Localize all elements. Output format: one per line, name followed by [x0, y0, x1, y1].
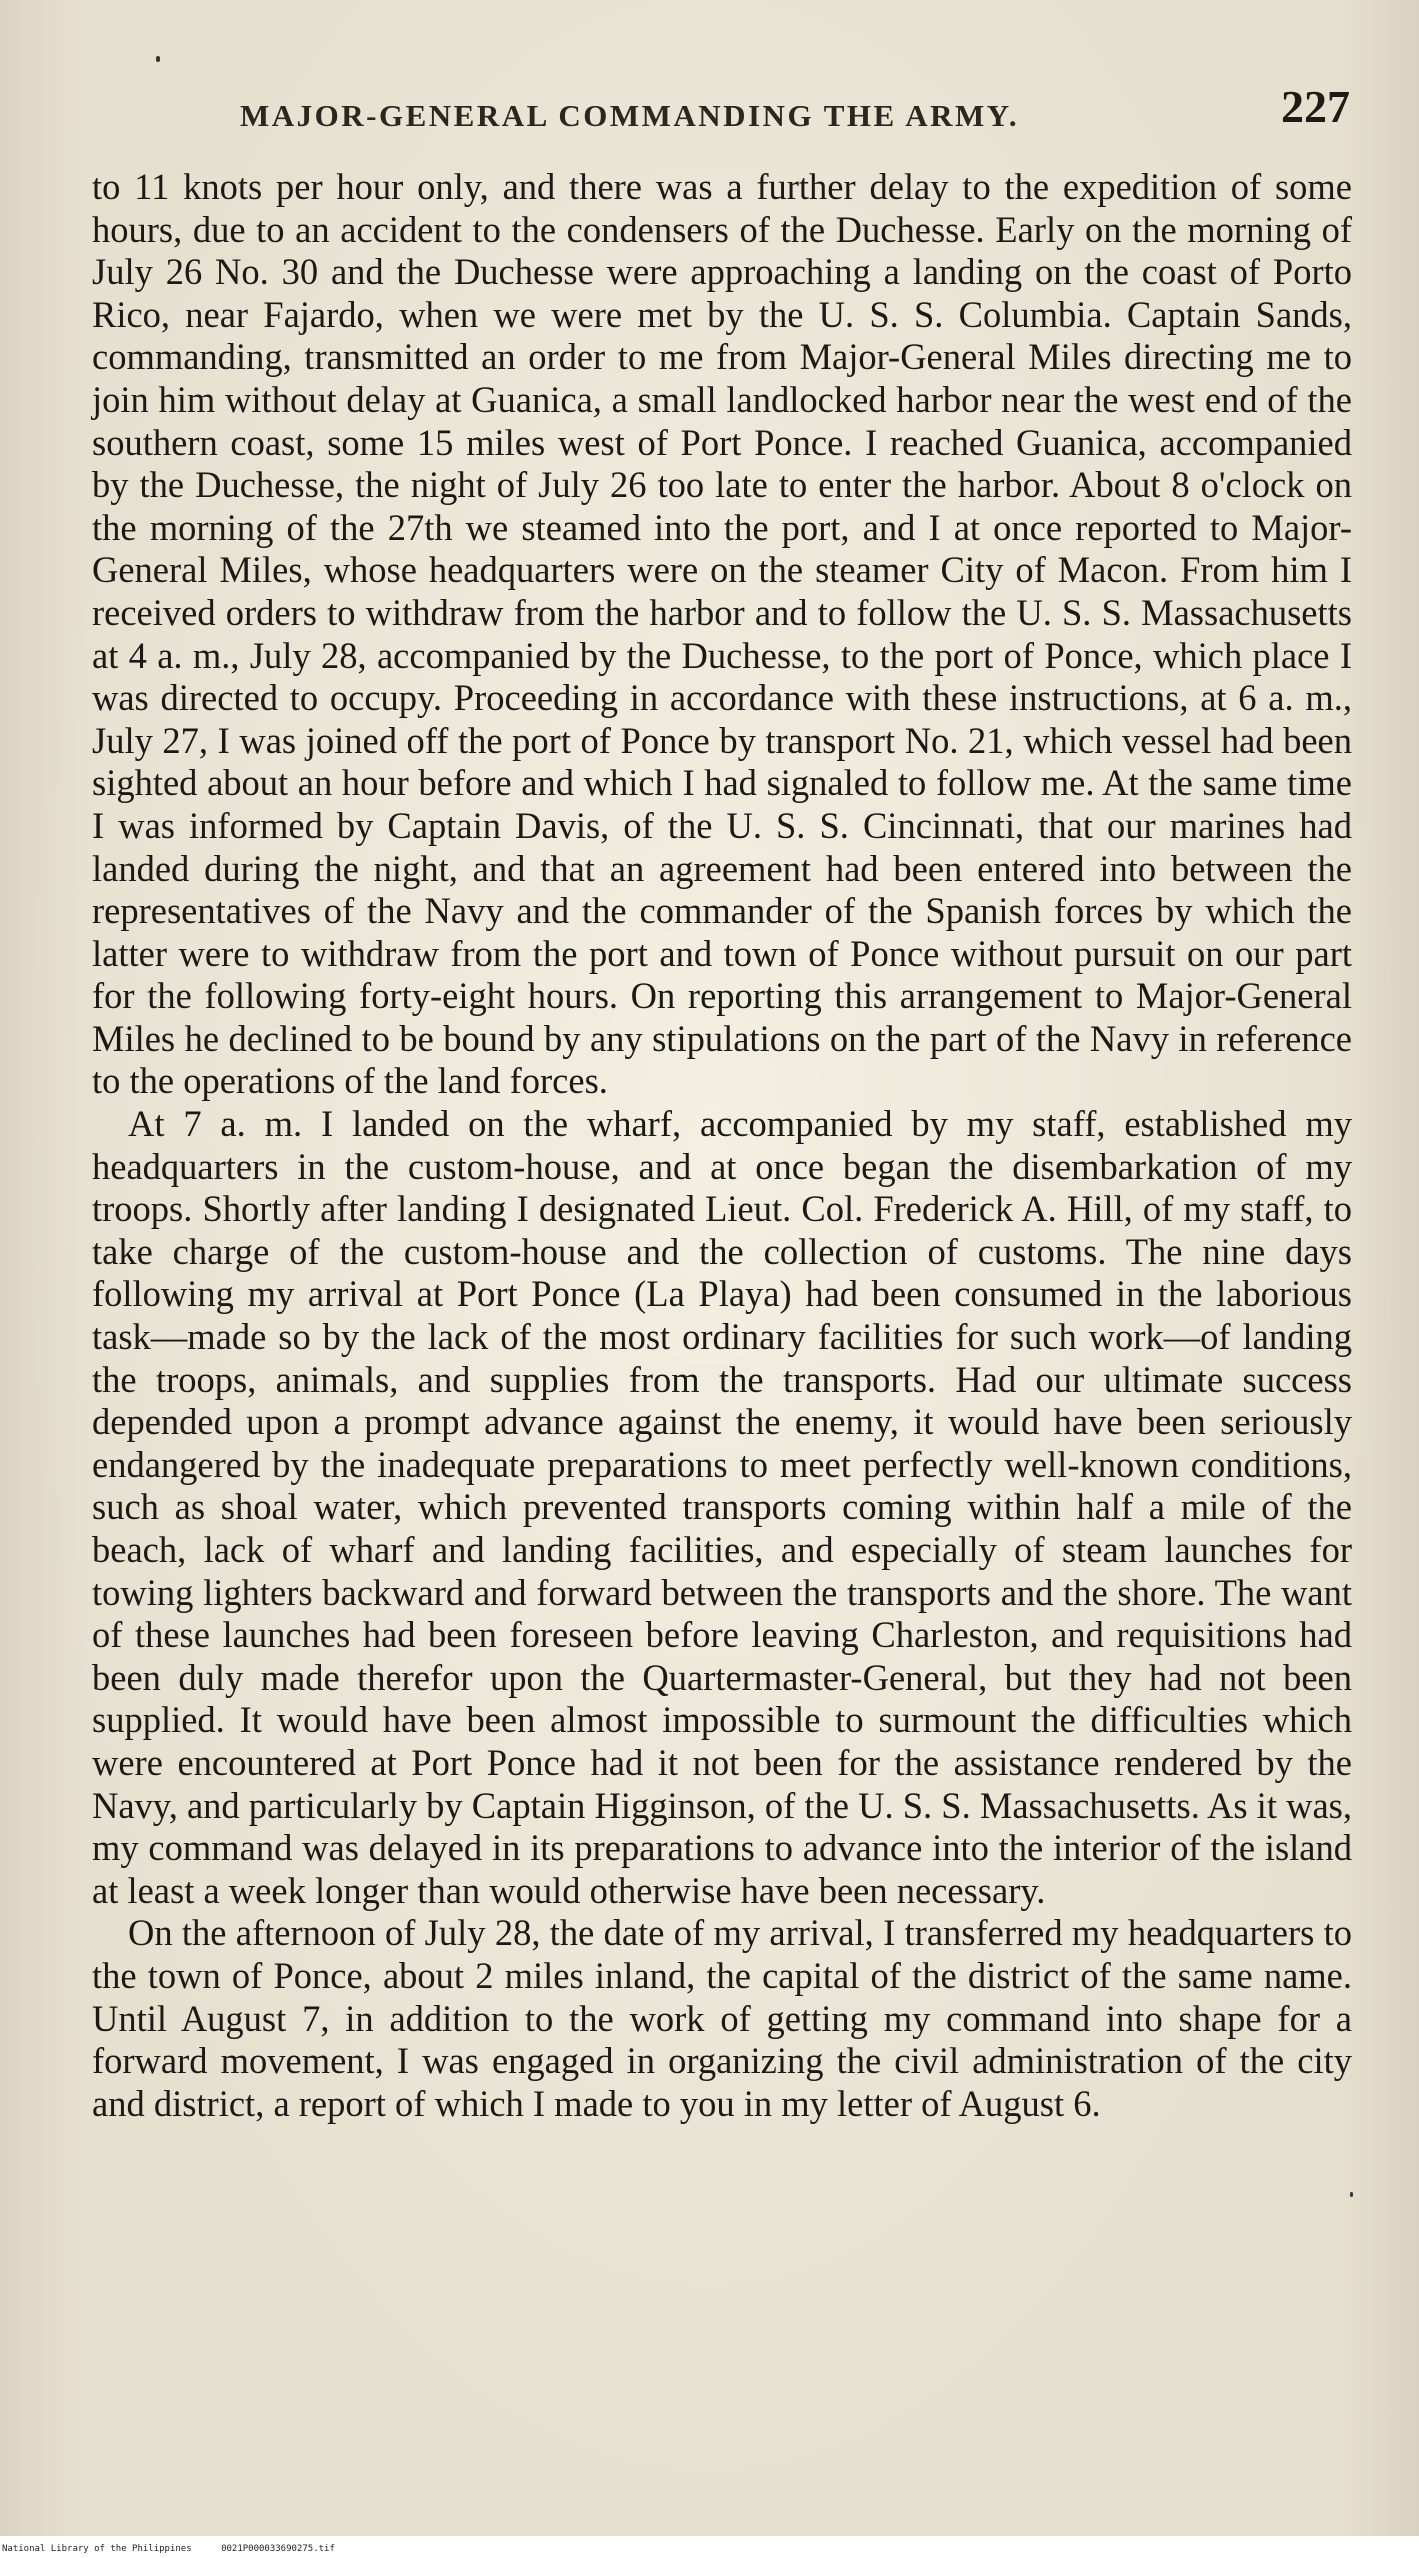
ink-speck	[1350, 2192, 1353, 2197]
scan-footer	[0, 2540, 1419, 2558]
paragraph-2: At 7 a. m. I landed on the wharf, accompanied by my staff, established my headquarters in the custom-house, and at once began the disembarkation of my troops. Shortly after landing I designated Lieut. Col. Frederick A. Hill, of my staff, to take charge of the custom-house and the collection of customs. The nine days following my arrival at Port Ponce (La Playa) had been consumed in the laborious task—made so by the lack of the most ordinary facilities for such work—of landing the troops, animals, and supplies from the transports. Had our ultimate success depended upon a prompt advance against the enemy, it would have been seriously endangered by the inadequate preparations to meet perfectly well-known conditions, such as shoal water, which prevented transports coming within half a mile of the beach, lack of wharf and landing facilities, and especially of steam launches for towing lighters backward and forward between the transports and the shore. The want of these launches had been foreseen before leaving Charleston, and requisitions had been duly made therefor upon the Quartermaster-General, but they had not been supplied. It would have been almost impossible to surmount the difficulties which were encountered at Port Ponce had it not been for the assistance rendered by the Navy, and particularly by Captain Higginson, of the U. S. S. Massachusetts. As it was, my command was delayed in its preparations to advance into the interior of the island at least a week longer than would otherwise have been necessary.	[92, 1103, 1352, 1911]
paragraph-3: On the afternoon of July 28, the date of my arrival, I transferred my headquarters to the town of Ponce, about 2 miles inland, the capital of the district of the same name. Until August 7, in addition to the work of getting my command into shape for a forward movement, I was engaged in organizing the civil administration of the city and district, a report of which I made to you in my letter of August 6.	[92, 1912, 1352, 2124]
ink-speck	[156, 56, 160, 62]
footer-library: National Library of the Philippines	[2, 2544, 192, 2554]
page-header	[240, 78, 1350, 148]
paragraph-1: to 11 knots per hour only, and there was a further delay to the expedition of some hours, due to an accident to the condensers of the Duchesse. Early on the morning of July 26 No. 30 and the Duchesse were approaching a landing on the coast of Porto Rico, near Fajardo, when we were met by the U. S. S. Columbia. Captain Sands, commanding, transmitted an order to me from Major-General Miles directing me to join him without delay at Guanica, a small landlocked harbor near the west end of the southern coast, some 15 miles west of Port Ponce. I reached Guanica, accompanied by the Duchesse, the night of July 26 too late to enter the harbor. About 8 o'clock on the morning of the 27th we steamed into the port, and I at once reported to Major-General Miles, whose headquarters were on the steamer City of Macon. From him I received orders to withdraw from the harbor and to follow the U. S. S. Massachusetts at 4 a. m., July 28, accompanied by the Duchesse, to the port of Ponce, which place I was directed to occupy. Proceeding in accordance with these instructions, at 6 a. m., July 27, I was joined off the port of Ponce by transport No. 21, which vessel had been sighted about an hour before and which I had signaled to follow me. At the same time I was informed by Captain Davis, of the U. S. S. Cincinnati, that our marines had landed during the night, and that an agreement had been entered into between the representatives of the Navy and the commander of the Spanish forces by which the latter were to withdraw from the port and town of Ponce without pursuit on our part for the following forty-eight hours. On reporting this arrangement to Major-General Miles he declined to be bound by any stipulations on the part of the Navy in reference to the operations of the land forces.	[92, 166, 1352, 1102]
footer-file-id: 0021P000033690275.tif	[221, 2544, 335, 2554]
page-number: 227	[1281, 81, 1350, 132]
body-text	[92, 166, 1352, 2125]
running-title: MAJOR-GENERAL COMMANDING THE ARMY.	[240, 98, 1020, 133]
